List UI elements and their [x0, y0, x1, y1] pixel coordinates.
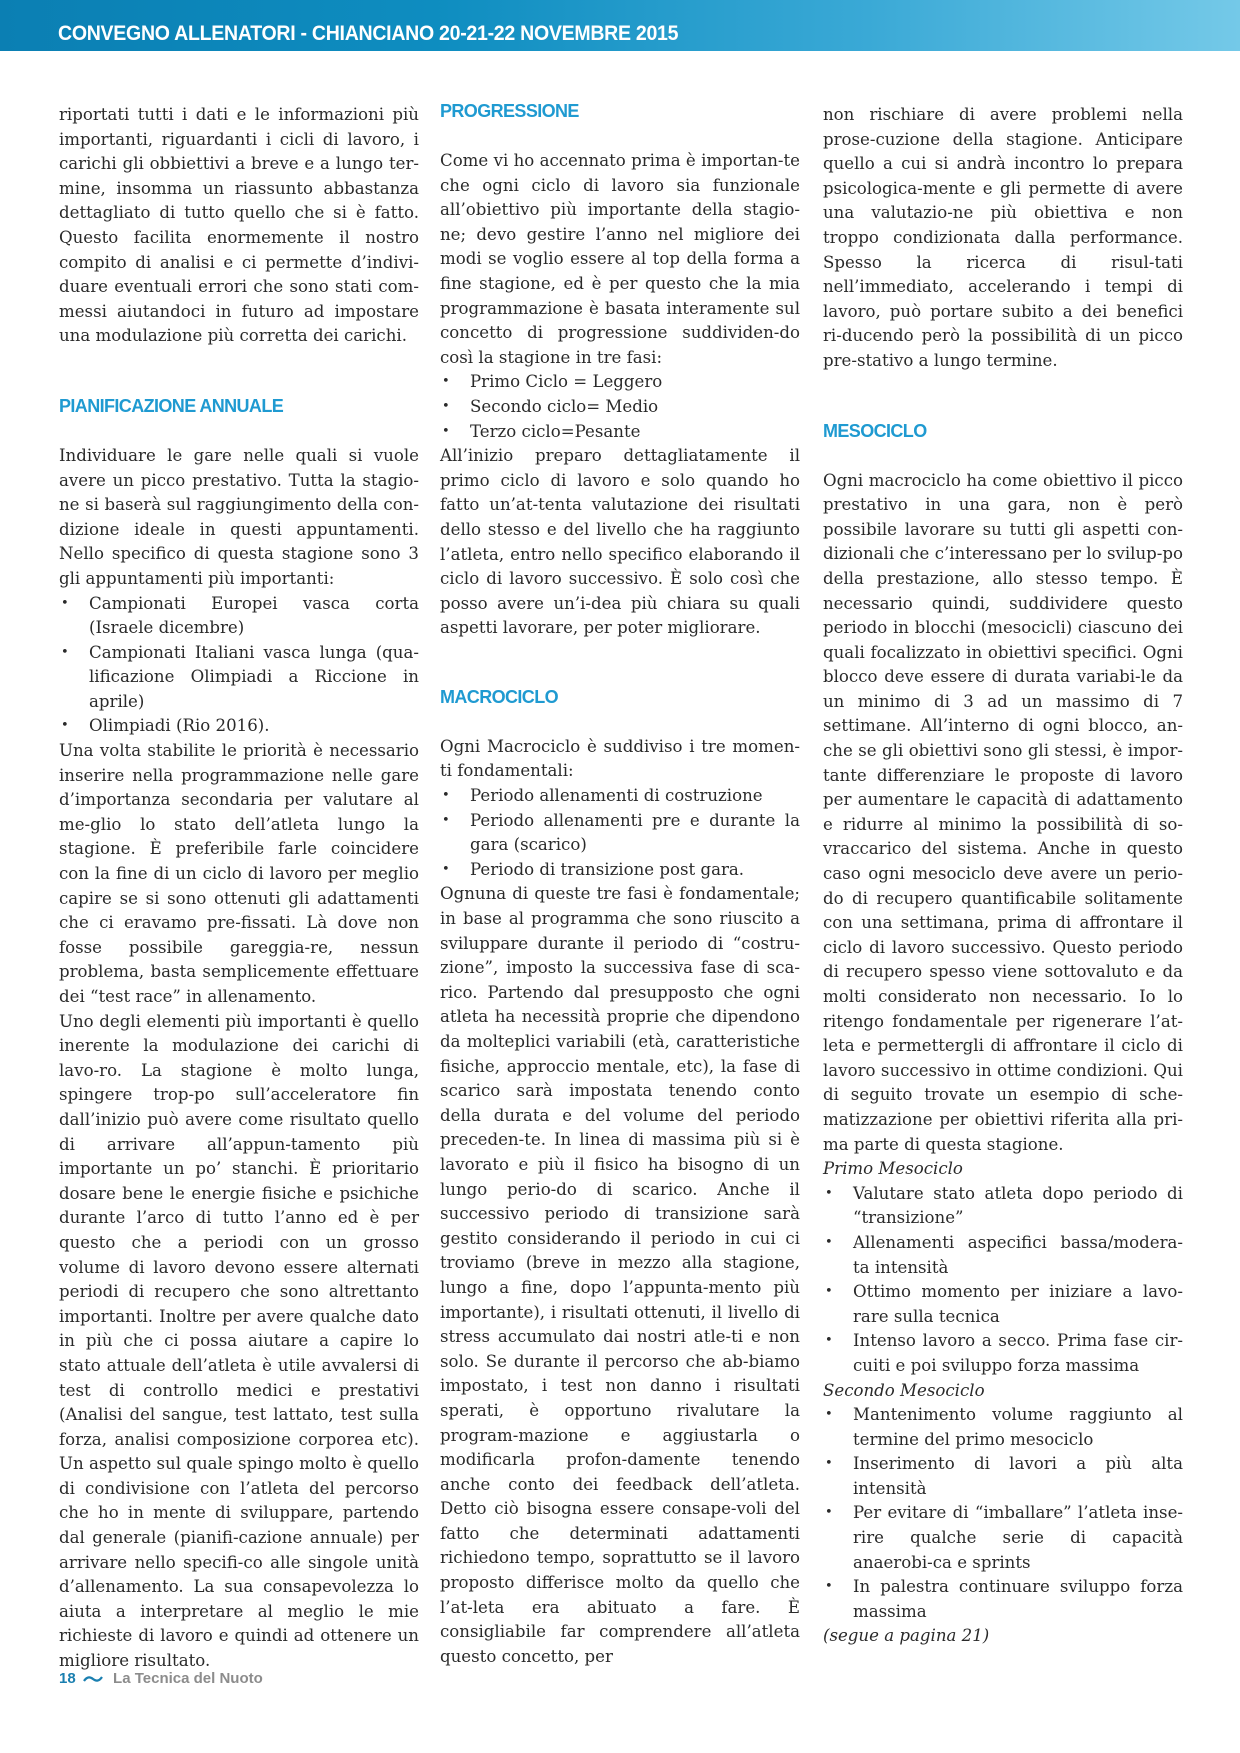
subheading-primo-mesociclo: Primo Mesociclo	[823, 1159, 963, 1179]
list-item: • Primo Ciclo = Leggero	[440, 370, 800, 395]
header-band	[0, 0, 1240, 51]
paragraph: riportati tutti i dati e le informazioni più importanti, riguardanti i cicli di lavoro, i carichi gli obbiettivi a breve e a lungo ter-mine, insomma un riassunto abbastanza dettagliato di tutto quello che si è fatto. Questo facilita enormemente il nostro compito di analisi e ci permette d’indivi-duare eventuali errori che sono stati com-messi aiutandoci in futuro ad impostare una modulazione più corretta dei carichi.	[59, 105, 419, 346]
header-title: CONVEGNO ALLENATORI - CHIANCIANO 20-21-22 NOVEMBRE 2015	[58, 22, 679, 45]
section-title-mesociclo: MESOCICLO	[823, 420, 927, 441]
paragraph: Una volta stabilite le priorità è necessario inserire nella programmazione nelle gare d’importanza secondaria per valutare al me-glio lo stato dell’atleta lungo la stagione. È preferibile farle coincidere con la fine di un ciclo di lavoro per meglio capire se si sono ottenuti gli adattamenti che ci eravamo pre-fissati. Là dove non fosse possibile gareggia-re, nessun problema, basta semplicemente effettuare dei “test race” in allenamento.	[59, 741, 419, 1006]
wave-icon	[83, 1670, 103, 1687]
paragraph: non rischiare di avere problemi nella prose-cuzione della stagione. Anticipare quello a cui si andrà incontro lo prepara psicologica-mente e gli permette di avere una valutazio-ne più obiettiva e non troppo condizionata dalla performance. Spesso la ricerca di risul-tati nell’immediato, accelerando i tempi di lavoro, può portare subito a dei benefici ri-ducendo però la possibilità di un picco pre-stativo a lungo termine.	[823, 105, 1183, 370]
list-item: • Secondo ciclo= Medio	[440, 395, 800, 420]
column-3	[823, 103, 1183, 1649]
paragraph: All’inizio preparo dettagliatamente il primo ciclo di lavoro e solo quando ho fatto un’at-tenta valutazione dei risultati dello stesso e del livello che ha raggiunto l’atleta, entro nello specifico elaborando il ciclo di lavoro successivo. È solo così che posso avere un’i-dea più chiara su quali aspetti lavorare, per poter migliorare.	[440, 446, 800, 638]
continued-note: (segue a pagina 21)	[823, 1626, 990, 1646]
bullet-list	[440, 784, 800, 882]
list-item: • Per evitare di “imballare” l’atleta inse-rire qualche serie di capacità anaerobi-ca e sprints	[823, 1501, 1183, 1575]
bullet-list	[823, 1403, 1183, 1624]
list-item: • Intenso lavoro a secco. Prima fase cir-cuiti e poi sviluppo forza massima	[823, 1329, 1183, 1378]
list-item: • Campionati Italiani vasca lunga (qua-lificazione Olimpiadi a Riccione in aprile)	[59, 641, 419, 715]
bullet-list	[59, 592, 419, 740]
column-1	[59, 103, 419, 1674]
list-item: • Campionati Europei vasca corta (Israele dicembre)	[59, 592, 419, 641]
list-item: • Valutare stato atleta dopo periodo di “transizione”	[823, 1182, 1183, 1231]
list-item: • Ottimo momento per iniziare a lavo-rare sulla tecnica	[823, 1280, 1183, 1329]
paragraph: Individuare le gare nelle quali si vuole avere un picco prestativo. Tutta la stagio-ne si baserà sul raggiungimento della con-dizione ideale in questi appuntamenti. Nello specifico di questa stagione sono 3 gli appuntamenti più importanti:	[59, 445, 419, 588]
paragraph: Ogni macrociclo ha come obiettivo il picco prestativo in una gara, non è però possibile lavorare su tutti gli aspetti con-dizionali che c’interessano per lo svilup-po della prestazione, allo stesso tempo. È necessario quindi, suddividere questo periodo in blocchi (mesocicli) ciascuno dei quali focalizzato in obiettivi specifici. Ogni blocco deve essere di durata variabi-le da un minimo di 3 ad un massimo di 7 settimane. All’interno di ogni blocco, an-che se gli obiettivi sono gli stessi, è impor-tante differenziare le proposte di lavoro per aumentare le capacità di adattamento e ridurre al minimo la possibilità di so-vraccarico del sistema. Anche in questo caso ogni mesociclo deve avere un perio-do di recupero quantificabile solitamente con una settimana, prima di affrontare il ciclo di lavoro successivo. Questo periodo di recupero spesso viene sottovaluto e da molti considerato non necessario. Io lo ritengo fondamentale per rigenerare l’at-leta e permettergli di affrontare il ciclo di lavoro successivo in ottime condizioni. Qui di seguito trovate un esempio di sche-matizzazione per obiettivi riferita alla pri-ma parte di questa stagione.	[823, 470, 1183, 1154]
list-item: • Allenamenti aspecifici bassa/modera-ta intensità	[823, 1231, 1183, 1280]
subheading-secondo-mesociclo: Secondo Mesociclo	[823, 1380, 985, 1400]
section-title-progressione: PROGRESSIONE	[440, 101, 579, 121]
bullet-list	[823, 1182, 1183, 1379]
paragraph: Ognuna di queste tre fasi è fondamentale; in base al programma che sono riuscito a sviluppare durante il periodo di “costru-zione”, imposto la successiva fase di sca-rico. Partendo dal presupposto che ogni atleta ha necessità proprie che dipendono da molteplici variabili (età, caratteristiche fisiche, approccio mentale, etc), la fase di scarico sarà impostata tenendo conto della durata e del volume del periodo preceden-te. In linea di massima più si è lavorato e più il fisico ha bisogno di un lungo perio-do di scarico. Anche il successivo periodo di transizione sarà gestito considerando il periodo in cui ci troviamo (breve in mezzo alla stagione, lungo a fine, dopo l’appunta-mento più importante), i risultati ottenuti, il livello di stress accumulato dai nostri atle-ti e non solo. Se durante il percorso che ab-biamo impostato, i test non danno i risultati sperati, è opportuno rivalutare la program-mazione e aggiustarla o modificarla profon-damente tenendo anche conto dei feedback dell’atleta. Detto ciò bisogna essere consape-voli del fatto che determinati adattamenti richiedono tempo, soprattutto se il lavoro proposto differisce molto da quello che l’at-leta era abituato a fare. È consigliabile far comprendere all’atleta questo concetto, per	[440, 884, 800, 1666]
bullet-list	[440, 370, 800, 444]
paragraph: Ogni Macrociclo è suddiviso i tre momen-ti fondamentali:	[440, 736, 800, 781]
list-item: • Mantenimento volume raggiunto al termine del primo mesociclo	[823, 1403, 1183, 1452]
list-item: • Olimpiadi (Rio 2016).	[59, 714, 419, 739]
publication-name: La Tecnica del Nuoto	[113, 1670, 263, 1687]
list-item: • Periodo di transizione post gara.	[440, 858, 800, 883]
column-2	[440, 99, 800, 1669]
paragraph: Come vi ho accennato prima è importan-te che ogni ciclo di lavoro sia funzionale all’obiettivo più importante della stagio-ne; devo gestire l’anno nel migliore dei modi se voglio essere al top della forma a fine stagione, ed è per questo che la mia programmazione è basata interamente sul concetto di progressione suddividen-do così la stagione in tre fasi:	[440, 151, 800, 367]
page-number: 18	[59, 1670, 76, 1687]
section-title-pianificazione: PIANIFICAZIONE ANNUALE	[59, 395, 284, 416]
list-item: • Inserimento di lavori a più alta intensità	[823, 1452, 1183, 1501]
list-item: • Periodo allenamenti di costruzione	[440, 784, 800, 809]
section-title-macrociclo: MACROCICLO	[440, 686, 558, 707]
list-item: • Terzo ciclo=Pesante	[440, 420, 800, 445]
paragraph: Uno degli elementi più importanti è quello inerente la modulazione dei carichi di lavo-ro. La stagione è molto lunga, spingere trop-po sull’acceleratore fin dall’inizio può avere come risultato quello di arrivare all’appun-tamento più importante un po’ stanchi. È prioritario dosare bene le energie fisiche e psichiche durante l’arco di tutto l’anno ed è per questo che a periodi con un grosso volume di lavoro devono essere alternati periodi di recupero che sono altrettanto importanti. Inoltre per avere qualche dato in più che ci possa aiutare a capire lo stato attuale dell’atleta è utile avvalersi di test di controllo medici e prestativi (Analisi del sangue, test lattato, test sulla forza, analisi composizione corporea etc). Un aspetto sul quale spingo molto è quello di condivisione con l’atleta del percorso che ho in mente di sviluppare, partendo dal generale (pianifi-cazione annuale) per arrivare nello specifi-co alle singole unità d’allenamento. La sua consapevolezza lo aiuta a interpretare al meglio le mie richieste di lavoro e quindi ad ottenere un migliore risultato.	[59, 1011, 419, 1671]
list-item: • In palestra continuare sviluppo forza massima	[823, 1575, 1183, 1624]
page-footer	[59, 1670, 263, 1687]
list-item: • Periodo allenamenti pre e durante la gara (scarico)	[440, 809, 800, 858]
